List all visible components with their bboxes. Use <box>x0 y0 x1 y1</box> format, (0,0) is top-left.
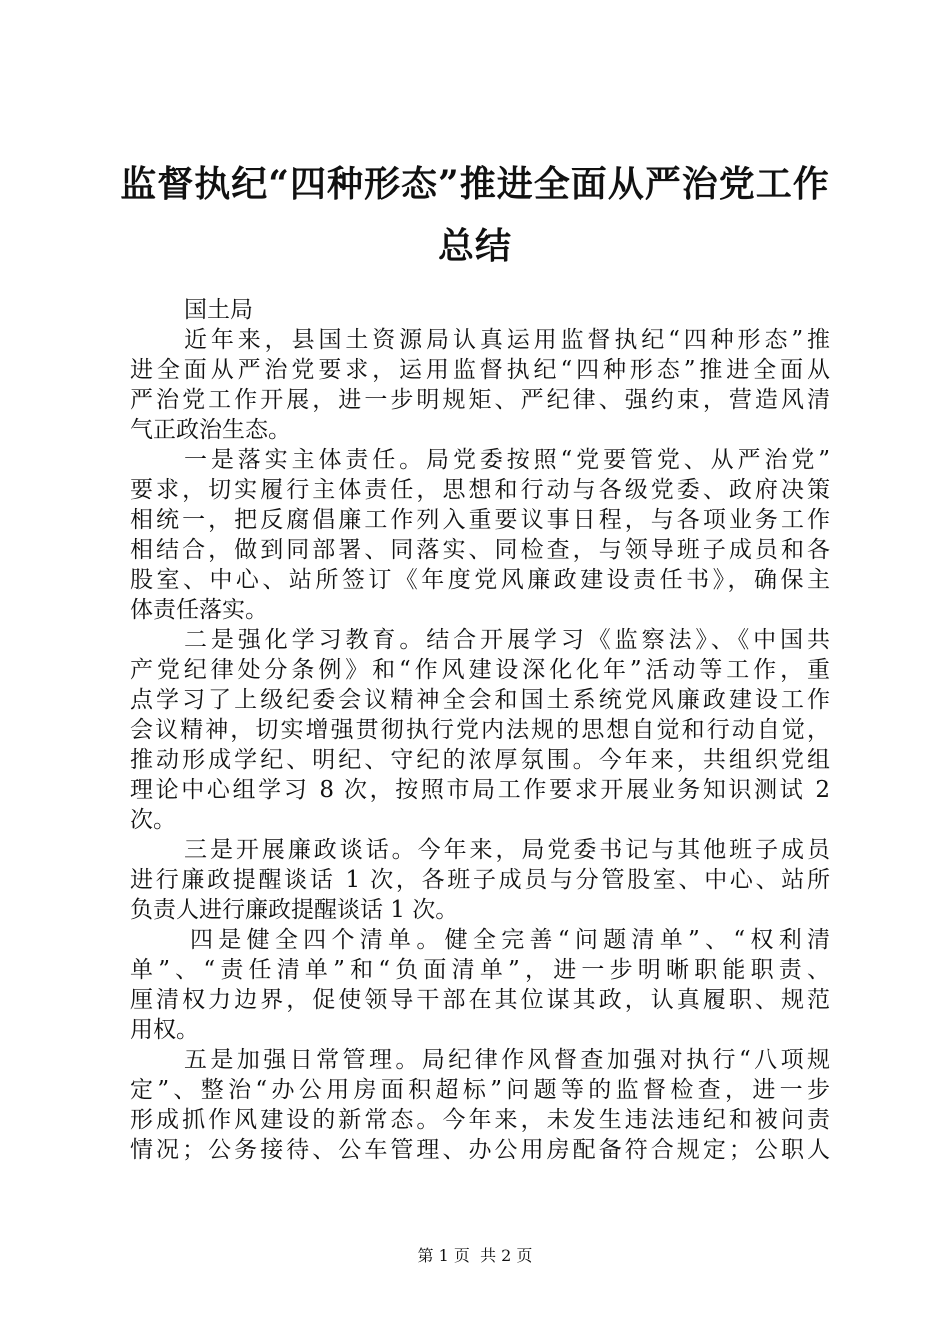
paragraph-line: 三是开展廉政谈话。今年来，局党委书记与其他班子成员 <box>184 837 830 863</box>
paragraph-line: 点学习了上级纪委会议精神全会和国土系统党风廉政建设工作 <box>130 687 830 713</box>
paragraph-line: 气正政治生态。 <box>130 417 291 443</box>
paragraph-line: 推动形成学纪、明纪、守纪的浓厚氛围。今年来，共组织党组 <box>130 747 830 773</box>
paragraph-line: 进全面从严治党要求，运用监督执纪“四种形态”推进全面从 <box>130 357 830 383</box>
paragraph-line: 用权。 <box>130 1017 199 1043</box>
paragraph-line: 产党纪律处分条例》和“作风建设深化化年”活动等工作，重 <box>130 657 830 683</box>
paragraph-line: 体责任落实。 <box>130 597 268 623</box>
paragraph-line: 要求，切实履行主体责任，思想和行动与各级党委、政府决策 <box>130 477 830 503</box>
page-footer: 第 1 页 共 2 页 <box>417 1246 533 1265</box>
document-title-line-1: 监督执纪“四种形态”推进全面从严治党工作 <box>120 163 830 205</box>
paragraph-line: 进行廉政提醒谈话 1 次，各班子成员与分管股室、中心、站所 <box>130 867 830 893</box>
paragraph-line: 严治党工作开展，进一步明规矩、严纪律、强约束，营造风清 <box>130 387 830 413</box>
paragraph-line: 次。 <box>130 807 176 833</box>
document-body <box>130 295 830 1165</box>
paragraph-line: 厘清权力边界，促使领导干部在其位谋其政，认真履职、规范 <box>130 987 830 1013</box>
author-line: 国土局 <box>184 297 253 323</box>
paragraph-line: 股室、中心、站所签订《年度党风廉政建设责任书》，确保主 <box>130 567 830 593</box>
paragraph-line: 理论中心组学习 8 次，按照市局工作要求开展业务知识测试 2 <box>130 777 830 803</box>
paragraph-line: 情况；公务接待、公车管理、办公用房配备符合规定；公职人 <box>130 1137 830 1163</box>
paragraph-line: 二是强化学习教育。结合开展学习《监察法》、《中国共 <box>184 627 830 653</box>
paragraph-line: 四是健全四个清单。健全完善“问题清单”、“权利清 <box>190 927 830 953</box>
paragraph-line: 五是加强日常管理。局纪律作风督查加强对执行“八项规 <box>184 1047 830 1073</box>
paragraph-line: 单”、“责任清单”和“负面清单”，进一步明晰职能职责、 <box>130 957 830 983</box>
paragraph-line: 一是落实主体责任。局党委按照“党要管党、从严治党” <box>184 447 830 473</box>
paragraph-line: 会议精神，切实增强贯彻执行党内法规的思想自觉和行动自觉， <box>130 717 830 743</box>
paragraph-line: 定”、整治“办公用房面积超标”问题等的监督检查，进一步 <box>130 1077 830 1103</box>
paragraph-line: 形成抓作风建设的新常态。今年来，未发生违法违纪和被问责 <box>130 1107 830 1133</box>
paragraph-line: 相统一，把反腐倡廉工作列入重要议事日程，与各项业务工作 <box>130 507 830 533</box>
document-title-line-2: 总结 <box>437 225 512 267</box>
paragraph-line: 负责人进行廉政提醒谈话 1 次。 <box>130 897 459 923</box>
paragraph-line: 相结合，做到同部署、同落实、同检查，与领导班子成员和各 <box>130 537 830 563</box>
paragraph-line: 近年来，县国土资源局认真运用监督执纪“四种形态”推 <box>184 327 830 353</box>
